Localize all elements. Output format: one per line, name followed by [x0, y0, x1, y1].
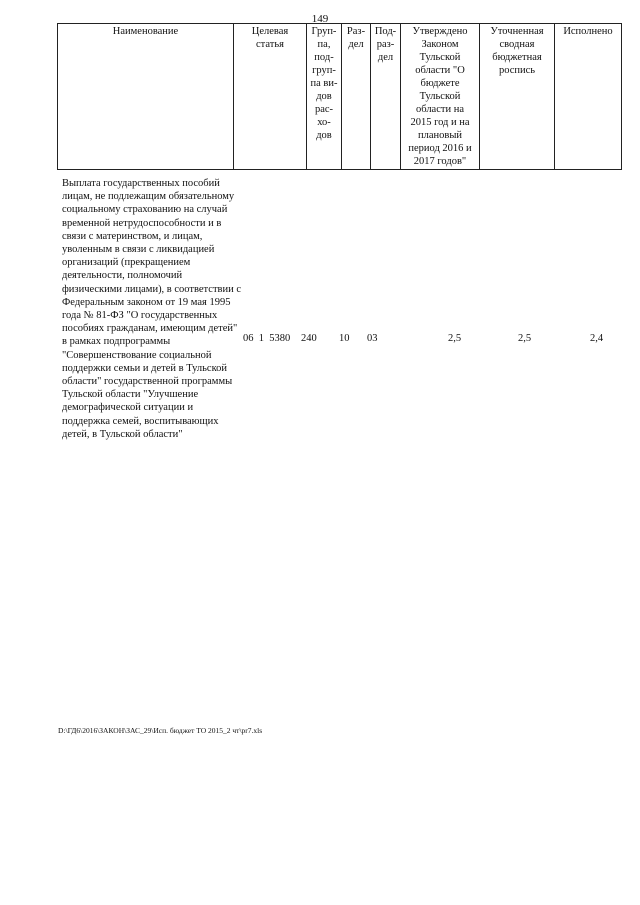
- page-number: 149: [311, 13, 329, 25]
- column-header-name: Наименование: [58, 24, 234, 170]
- row-refined-cell: 2,5: [518, 333, 532, 344]
- column-header-subsection: Под- раз- дел: [371, 24, 401, 170]
- column-header-target-article: Целевая статья: [234, 24, 307, 170]
- row-subsection-cell: 03: [367, 333, 378, 344]
- row-section-cell: 10: [339, 333, 350, 344]
- row-expense-group-cell: 240: [301, 333, 317, 344]
- row-executed-cell: 2,4: [590, 333, 604, 344]
- row-target-article-cell: 06 1 5380: [243, 333, 291, 344]
- column-header-executed: Исполнено: [555, 24, 622, 170]
- footer-file-path: D:\ГД6\2016\ЗАКОН\ЗАС_29\Исп. бюджет ТО 2015_2 чт\pr7.xls: [58, 726, 263, 735]
- table-header-row: [58, 24, 622, 170]
- column-header-refined: Уточненная сводная бюджетная роспись: [480, 24, 555, 170]
- row-name-cell: Выплата государственных пособий лицам, не подлежащим обязательному социальному страхованию на случай временной нетрудоспособности и в связи с материнством, и лицам, уволенным в связи с ликвидацией организаций (прекращением деятельности, полномочий физическими лицами), в соответствии с Федеральным законом от 19 мая 1995 года № 81-ФЗ "О государственных пособиях гражданам, имеющим детей" в рамках подпрограммы "Совершенствование социальной поддержки семьи и детей в Тульской области" государственной программы Тульской области "Улучшение демографической ситуации и поддержка семей, воспитывающих детей, в Тульской области": [62, 178, 242, 440]
- table-header: [57, 23, 622, 170]
- column-header-approved: Утверждено Законом Тульской области "О бюджете Тульской области на 2015 год и на плановый период 2016 и 2017 годов": [401, 24, 480, 170]
- column-header-section: Раз- дел: [342, 24, 371, 170]
- column-header-expense-group: Груп- па, под- груп- па ви- дов рас- хо- дов: [307, 24, 342, 170]
- row-approved-cell: 2,5: [448, 333, 462, 344]
